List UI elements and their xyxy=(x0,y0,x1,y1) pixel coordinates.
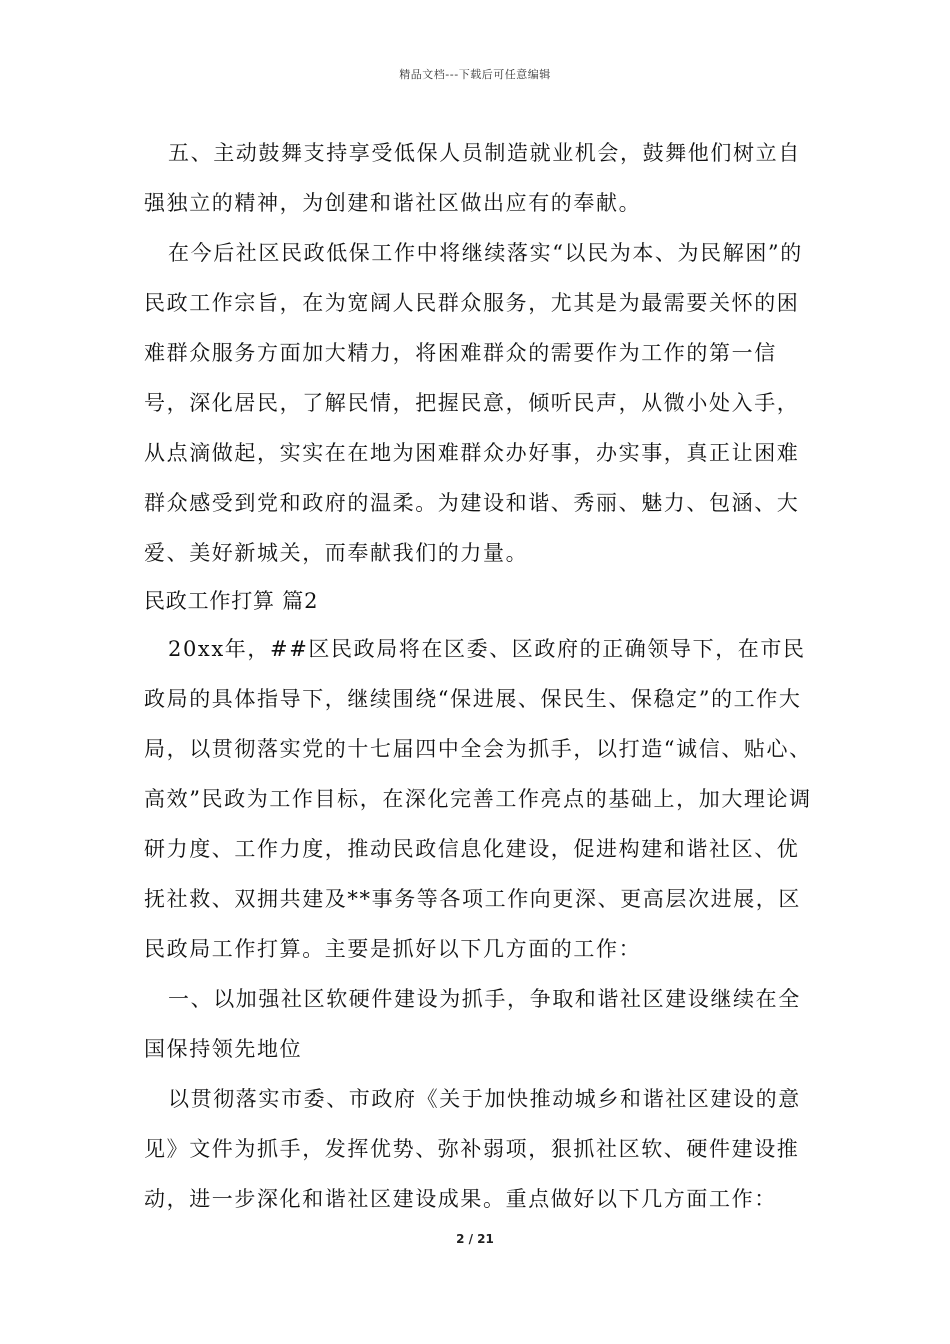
paragraph-item-five: 五、主动鼓舞支持享受低保人员制造就业机会，鼓舞他们树立自强独立的精神，为创建和谐社区做出应有的奉献。 xyxy=(144,141,801,215)
page-header: 精品文档---下载后可任意编辑 xyxy=(399,68,551,81)
paragraph-item-one-title: 一、以加强社区软硬件建设为抓手，争取和谐社区建设继续在全国保持领先地位 xyxy=(144,987,801,1061)
page-number: 2 / 21 xyxy=(456,1232,494,1246)
section-heading: 民政工作打算 篇2 xyxy=(144,589,319,613)
document-body xyxy=(144,128,812,1224)
paragraph-summary: 在今后社区民政低保工作中将继续落实“以民为本、为民解困”的民政工作宗旨，在为宽阔人民群众服务，尤其是为最需要关怀的困难群众服务方面加大精力，将困难群众的需要作为工作的第一信号，深化居民，了解民情，把握民意，倾听民声，从微小处入手，从点滴做起，实实在在地为困难群众办好事，办实事，真正让困难群众感受到党和政府的温柔。为建设和谐、秀丽、魅力、包涵、大爱、美好新城关，而奉献我们的力量。 xyxy=(144,241,803,565)
paragraph-intro: 20xx年，##区民政局将在区委、区政府的正确领导下，在市民政局的具体指导下，继续围绕“保进展、保民生、保稳定”的工作大局，以贯彻落实党的十七届四中全会为抓手，以打造“诚信、贴心、高效”民政为工作目标，在深化完善工作亮点的基础上，加大理论调研力度、工作力度，推动民政信息化建设，促进构建和谐社区、优抚社救、双拥共建及**事务等各项工作向更深、更高层次进展，区民政局工作打算。主要是抓好以下几方面的工作： xyxy=(144,637,812,961)
paragraph-item-one-body: 以贯彻落实市委、市政府《关于加快推动城乡和谐社区建设的意见》文件为抓手，发挥优势、弥补弱项，狠抓社区软、硬件建设推动，进一步深化和谐社区建设成果。重点做好以下几方面工作： xyxy=(144,1087,801,1211)
